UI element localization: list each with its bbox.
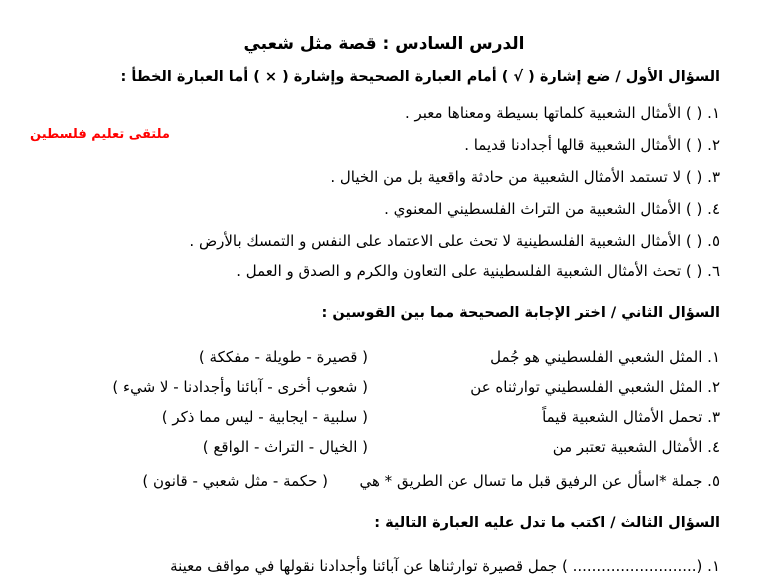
q2-item-options: ( سلبية - ايجابية - ليس مما ذكر ) <box>161 408 368 426</box>
q2-item-stem: ٤. الأمثال الشعبية تعتبر من <box>552 438 720 456</box>
q2-item-options: ( الخيال - التراث - الواقع ) <box>202 438 368 456</box>
q1-item: ٥. ( ) الأمثال الشعبية الفلسطينية لا تحث على الاعتماد على النفس و التمسك بالأرض . <box>189 232 720 250</box>
q2-item-stem: ٣. تحمل الأمثال الشعبية قيماً <box>542 408 720 426</box>
page-title: الدرس السادس : قصة مثل شعبي <box>243 34 525 54</box>
question-2-heading: السؤال الثاني / اختر الإجابة الصحيحة مما بين القوسين : <box>321 305 720 321</box>
q2-item-stem: ١. المثل الشعبي الفلسطيني هو جُمل <box>490 348 720 366</box>
question-3-heading: السؤال الثالث / اكتب ما تدل عليه العبارة التالية : <box>374 515 720 531</box>
q2-item-options: ( قصيرة - طويلة - مفككة ) <box>198 348 368 366</box>
question-1-heading: السؤال الأول / ضع إشارة ( √ ) أمام العبارة الصحيحة وإشارة ( × ) أما العبارة الخطأ : <box>120 69 720 85</box>
watermark-label: ملتقى تعليم فلسطين <box>30 127 170 142</box>
q2-item-options: ( شعوب أخرى - آبائنا وأجدادنا - لا شيء ) <box>112 378 368 396</box>
q1-item: ٢. ( ) الأمثال الشعبية قالها أجدادنا قديما . <box>464 136 720 154</box>
q2-item-options: ( حكمة - مثل شعبي - قانون ) <box>142 472 328 490</box>
q1-item: ٣. ( ) لا تستمد الأمثال الشعبية من حادثة واقعية بل من الخيال . <box>330 168 720 186</box>
q3-item: ١. (.......................... ) جمل قصيرة توارثناها عن آبائنا وأجدادنا نقولها في مواقف معينة <box>170 557 720 575</box>
q1-item: ٦. ( ) تحث الأمثال الشعبية الفلسطينية على التعاون والكرم و الصدق و العمل . <box>236 262 720 280</box>
q1-item: ١. ( ) الأمثال الشعبية كلماتها بسيطة ومعناها معبر . <box>404 104 720 122</box>
q1-item: ٤. ( ) الأمثال الشعبية من التراث الفلسطيني المعنوي . <box>384 200 720 218</box>
q2-item-stem: ٥. جملة *اسأل عن الرفيق قبل ما تسال عن الطريق * هي <box>359 472 720 490</box>
q2-item-stem: ٢. المثل الشعبي الفلسطيني توارثناه عن <box>470 378 720 396</box>
